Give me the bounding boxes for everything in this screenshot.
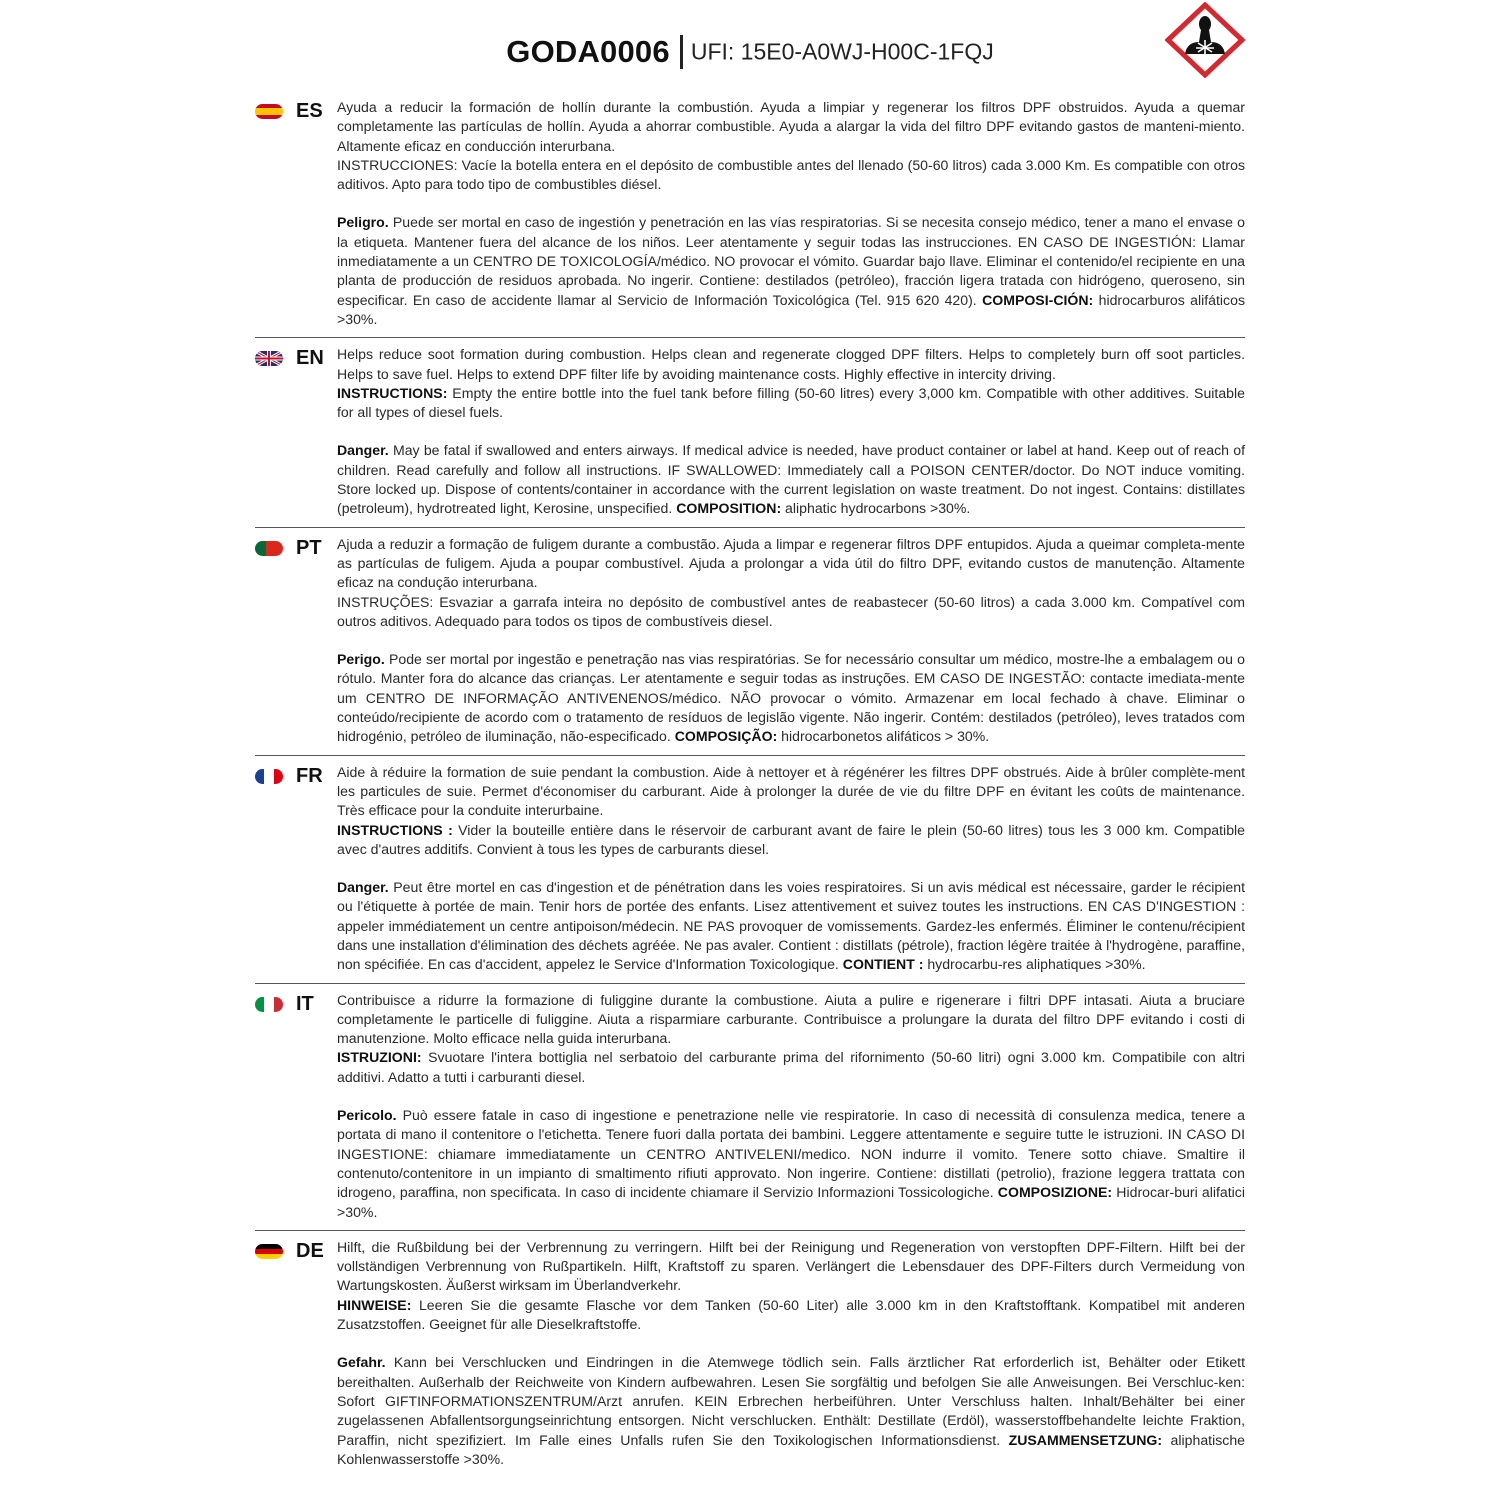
danger-statement: Perigo. Pode ser mortal por ingestão e penetração nas vias respiratórias. Se for necessário consultar um médico, mostre-lhe a embalagem ou o rótulo. Manter fora do alcance das crianças. Ler atentamente e seguir todas as instruções. EM CASO DE INGESTÃO: contacte imediata-mente um CENTRO DE INFORMAÇÃO ANTIVENENOS/médico. NÃO provocar o vómito. Armazenar em local fechado à chave. Eliminar o conteúdo/recipiente de acordo com o tratamento de resíduos de legislão vigente. Não ingerir. Contém: destilados (petróleo), leves tratados com hidrogénio, petróleo de iluminação, não-especificado. COMPOSIÇÃO: hidrocarbonetos alifáticos > 30%.	[337, 651, 1245, 745]
language-code: IT	[296, 992, 314, 1015]
instructions: ISTRUZIONI: Svuotare l'intera bottiglia nel serbatoio del carburante prima del rifornimento (50-60 litri) ogni 3.000 km. Compatibile con altri additivi. Adatto a tutti i carburanti diesel.	[337, 1049, 1245, 1085]
spain-flag-icon	[255, 104, 283, 119]
instructions: HINWEISE: Leeren Sie die gesamte Flasche vor dem Tanken (50-60 Liter) alle 3.000 km in den Kraftstofftank. Kompatibel mit anderen Zusatzstoffen. Geeignet für alle Dieselkraftstoffe.	[337, 1296, 1245, 1333]
language-code: FR	[296, 764, 323, 787]
description: Contribuisce a ridurre la formazione di fuliggine durante la combustione. Aiuta a pulire e rigenerare i filtri DPF intasati. Aiuta a bruciare completamente le particelle di fuliggine. Aiuta a risparmiare carburante. Contribuisce a prolungare la durata del filtro DPF evitando i costi di manutenzione. Molto efficace nella guida interurbana.	[337, 991, 1245, 1047]
section-es	[255, 98, 1245, 329]
danger-statement: Danger. Peut être mortel en cas d'ingestion et de pénétration dans les voies respiratoires. Si un avis médical est nécessaire, garder le récipient ou l'étiquette à portée de main. Tenir hors de portée des enfants. Lisez attentivement et suivez toutes les instructions. EN CAS D'INGESTION : appeler immédiatement un centre antipoison/médecin. NE PAS provoquer de vomissements. Gardez-les enfermés. Éliminer le contenu/récipient dans une installation d'élimination des déchets agréée. Ne pas avaler. Contient : distillats (pétrole), fraction légère traitée à l'hydrogène, paraffine, non spécifiée. En cas d'accident, appelez le Service d'Information Toxicologique. CONTIENT : hydrocarbu-res aliphatiques >30%.	[337, 879, 1245, 973]
danger-statement: Peligro. Puede ser mortal en caso de ingestión y penetración en las vías respiratorias. Si se necesita consejo médico, tener a mano el envase o la etiqueta. Mantener fuera del alcance de los niños. Leer atentamente y seguir todas las instrucciones. EN CASO DE INGESTIÓN: Llamar inmediatamente a un CENTRO DE TOXICOLOGÍA/médico. NO provocar el vómito. Guardar bajo llave. Eliminar el contenido/el recipiente en una planta de producción de residuos aprobada. No ingerir. Contiene: destilados (petróleo), fracción ligera tratada con hidrógeno, queroseno, sin especificar. En caso de accidente llamar al Servicio de Información Toxicológica (Tel. 915 620 420). COMPOSI-CIÓN: hidrocarburos alifáticos >30%.	[337, 214, 1245, 327]
section-divider	[255, 983, 1245, 984]
section-de	[255, 1238, 1245, 1469]
product-code: GODA0006	[506, 34, 670, 69]
label-header	[0, 34, 1500, 70]
section-fr	[255, 763, 1245, 975]
description: Ayuda a reducir la formación de hollín durante la combustión. Ayuda a limpiar y regenerar los filtros DPF obstruidos. Ayuda a quemar completamente las partículas de hollín. Ayuda a ahorrar combustible. Ayuda a alargar la vida del filtro DPF evitando gastos de manteni-miento. Altamente eficaz en conducción interurbana.	[337, 99, 1245, 154]
portugal-flag-icon	[255, 541, 283, 556]
language-tag	[255, 537, 322, 560]
section-divider	[255, 337, 1245, 338]
description: Aide à réduire la formation de suie pendant la combustion. Aide à nettoyer et à régénérer les filtres DPF obstrués. Aide à brûler complète-ment les particules de suie. Permet d'économiser du carburant. Aide à prolonger la durée de vie du filtre DPF en évitant les coûts de maintenance. Très efficace pour la conduite interurbaine.	[337, 763, 1245, 819]
language-code: EN	[296, 347, 324, 370]
section-en	[255, 345, 1245, 518]
germany-flag-icon	[255, 1244, 283, 1259]
instructions: INSTRUCTIONS : Vider la bouteille entière dans le réservoir de carburant avant de faire le plein (50-60 litres) tous les 3 000 km. Compatible avec d'autres additifs. Convient à tous les types de carburants diesel.	[337, 821, 1245, 857]
language-code: PT	[296, 536, 322, 559]
language-tag	[255, 765, 323, 788]
language-tag	[255, 347, 324, 370]
description: Helps reduce soot formation during combustion. Helps clean and regenerate clogged DPF filters. Helps to completely burn off soot particles. Helps to save fuel. Helps to extend DPF filter life by avoiding maintenance costs. Highly effective in intercity driving.	[337, 346, 1245, 382]
section-divider	[255, 527, 1245, 528]
description: Hilft, die Rußbildung bei der Verbrennung zu verringern. Hilft bei der Reinigung und Regeneration von verstopften DPF-Filtern. Hilft bei der vollständigen Verbrennung von Rußpartikeln. Hilft, Kraftstoff zu sparen. Verlängert die Lebensdauer des DPF-Filters durch Vermeidung von Wartungskosten. Äußerst wirksam im Überlandverkehr.	[337, 1238, 1245, 1294]
instructions: INSTRUCCIONES: Vacíe la botella entera en el depósito de combustible antes del llenado (50-60 litros) cada 3.000 Km. Es compatible con otros aditivos. Apto para todo tipo de combustibles diésel.	[337, 156, 1245, 193]
language-tag	[255, 1240, 324, 1263]
description: Ajuda a reduzir a formação de fuligem durante a combustão. Ajuda a limpar e regenerar filtros DPF entupidos. Ajuda a queimar completa-mente as partículas de fuligem. Ajuda a poupar combustível. Ajuda a prolongar a vida útil do filtro DPF, evitando custos de manutenção. Altamente eficaz na condução interurbana.	[337, 535, 1245, 591]
uk-flag-icon	[255, 351, 283, 366]
danger-statement: Gefahr. Kann bei Verschlucken und Eindringen in die Atemwege tödlich sein. Falls ärztlicher Rat erforderlich ist, Behälter oder Etikett bereithalten. Außerhalb der Reichweite von Kindern aufbewahren. Lesen Sie sorgfältig und befolgen Sie alle Anweisungen. Bei Verschluc-ken: Sofort GIFTINFORMATIONSZENTRUM/Arzt anrufen. KEIN Erbrechen herbeiführen. Unter Verschluss halten. Inhalt/Behälter bei einer zugelassenen Abfallentsorgungseinrichtung entsorgen. Nicht verschlucken. Enthält: Destillate (Erdöl), wasserstoffbehandelte leichte Fraktion, Paraffin, nicht spezifiziert. Im Falle eines Unfalls rufen Sie den Toxikologischen Informationsdienst. ZUSAMMENSETZUNG: aliphatische Kohlenwasserstoffe >30%.	[337, 1354, 1245, 1467]
danger-statement: Danger. May be fatal if swallowed and enters airways. If medical advice is needed, have product container or label at hand. Keep out of reach of children. Read carefully and follow all instructions. IF SWALLOWED: Immediately call a POISON CENTER/doctor. Do NOT induce vomiting. Store locked up. Dispose of contents/container in accordance with the current legislation on waste treatment. Do not ingest. Contains: distillates (petroleum), hydrotreated light, Kerosine, unspecified. COMPOSITION: aliphatic hydrocarbons >30%.	[337, 442, 1245, 517]
language-code: ES	[296, 100, 323, 122]
ufi-code: UFI: 15E0-A0WJ-H00C-1FQJ	[690, 38, 994, 65]
section-it	[255, 991, 1245, 1222]
section-divider	[255, 755, 1245, 756]
language-sections	[255, 98, 1245, 1469]
instructions: INSTRUCTIONS: Empty the entire bottle into the fuel tank before filling (50-60 litres) every 3,000 km. Compatible with other additives. Suitable for all types of diesel fuels.	[337, 384, 1245, 421]
language-code: DE	[296, 1239, 324, 1262]
instructions: INSTRUÇÕES: Esvaziar a garrafa inteira no depósito de combustível antes de reabastecer (50-60 litros) a cada 3.000 km. Compatível com outros aditivos. Adequado para todos os tipos de combustíveis diesel.	[337, 593, 1245, 629]
danger-statement: Pericolo. Può essere fatale in caso di ingestione e penetrazione nelle vie respiratorie. In caso di necessità di consulenza medica, tenere a portata di mano il contenitore o l'etichetta. Tenere fuori dalla portata dei bambini. Leggere attentamente e seguire tutte le istruzioni. IN CASO DI INGESTIONE: chiamare immediatamente un CENTRO ANTIVELENI/medico. NON indurre il vomito. Tenere sotto chiave. Smaltire il contenuto/contenitore in un impianto di smaltimento rifiuti approvato. Non ingerire. Contiene: distillati (petrolio), frazione leggera trattata con idrogeno, paraffina, non specificata. In caso di incidente chiamare il Servizio Informazioni Tossicologiche. COMPOSIZIONE: Hidrocar-buri alifatici >30%.	[337, 1107, 1245, 1220]
italy-flag-icon	[255, 997, 283, 1012]
section-divider	[255, 1230, 1245, 1231]
language-tag	[255, 993, 314, 1016]
header-separator	[680, 35, 683, 69]
section-pt	[255, 535, 1245, 747]
france-flag-icon	[255, 769, 283, 784]
ghs08-health-hazard-icon	[1165, 2, 1245, 78]
language-tag	[255, 100, 323, 123]
